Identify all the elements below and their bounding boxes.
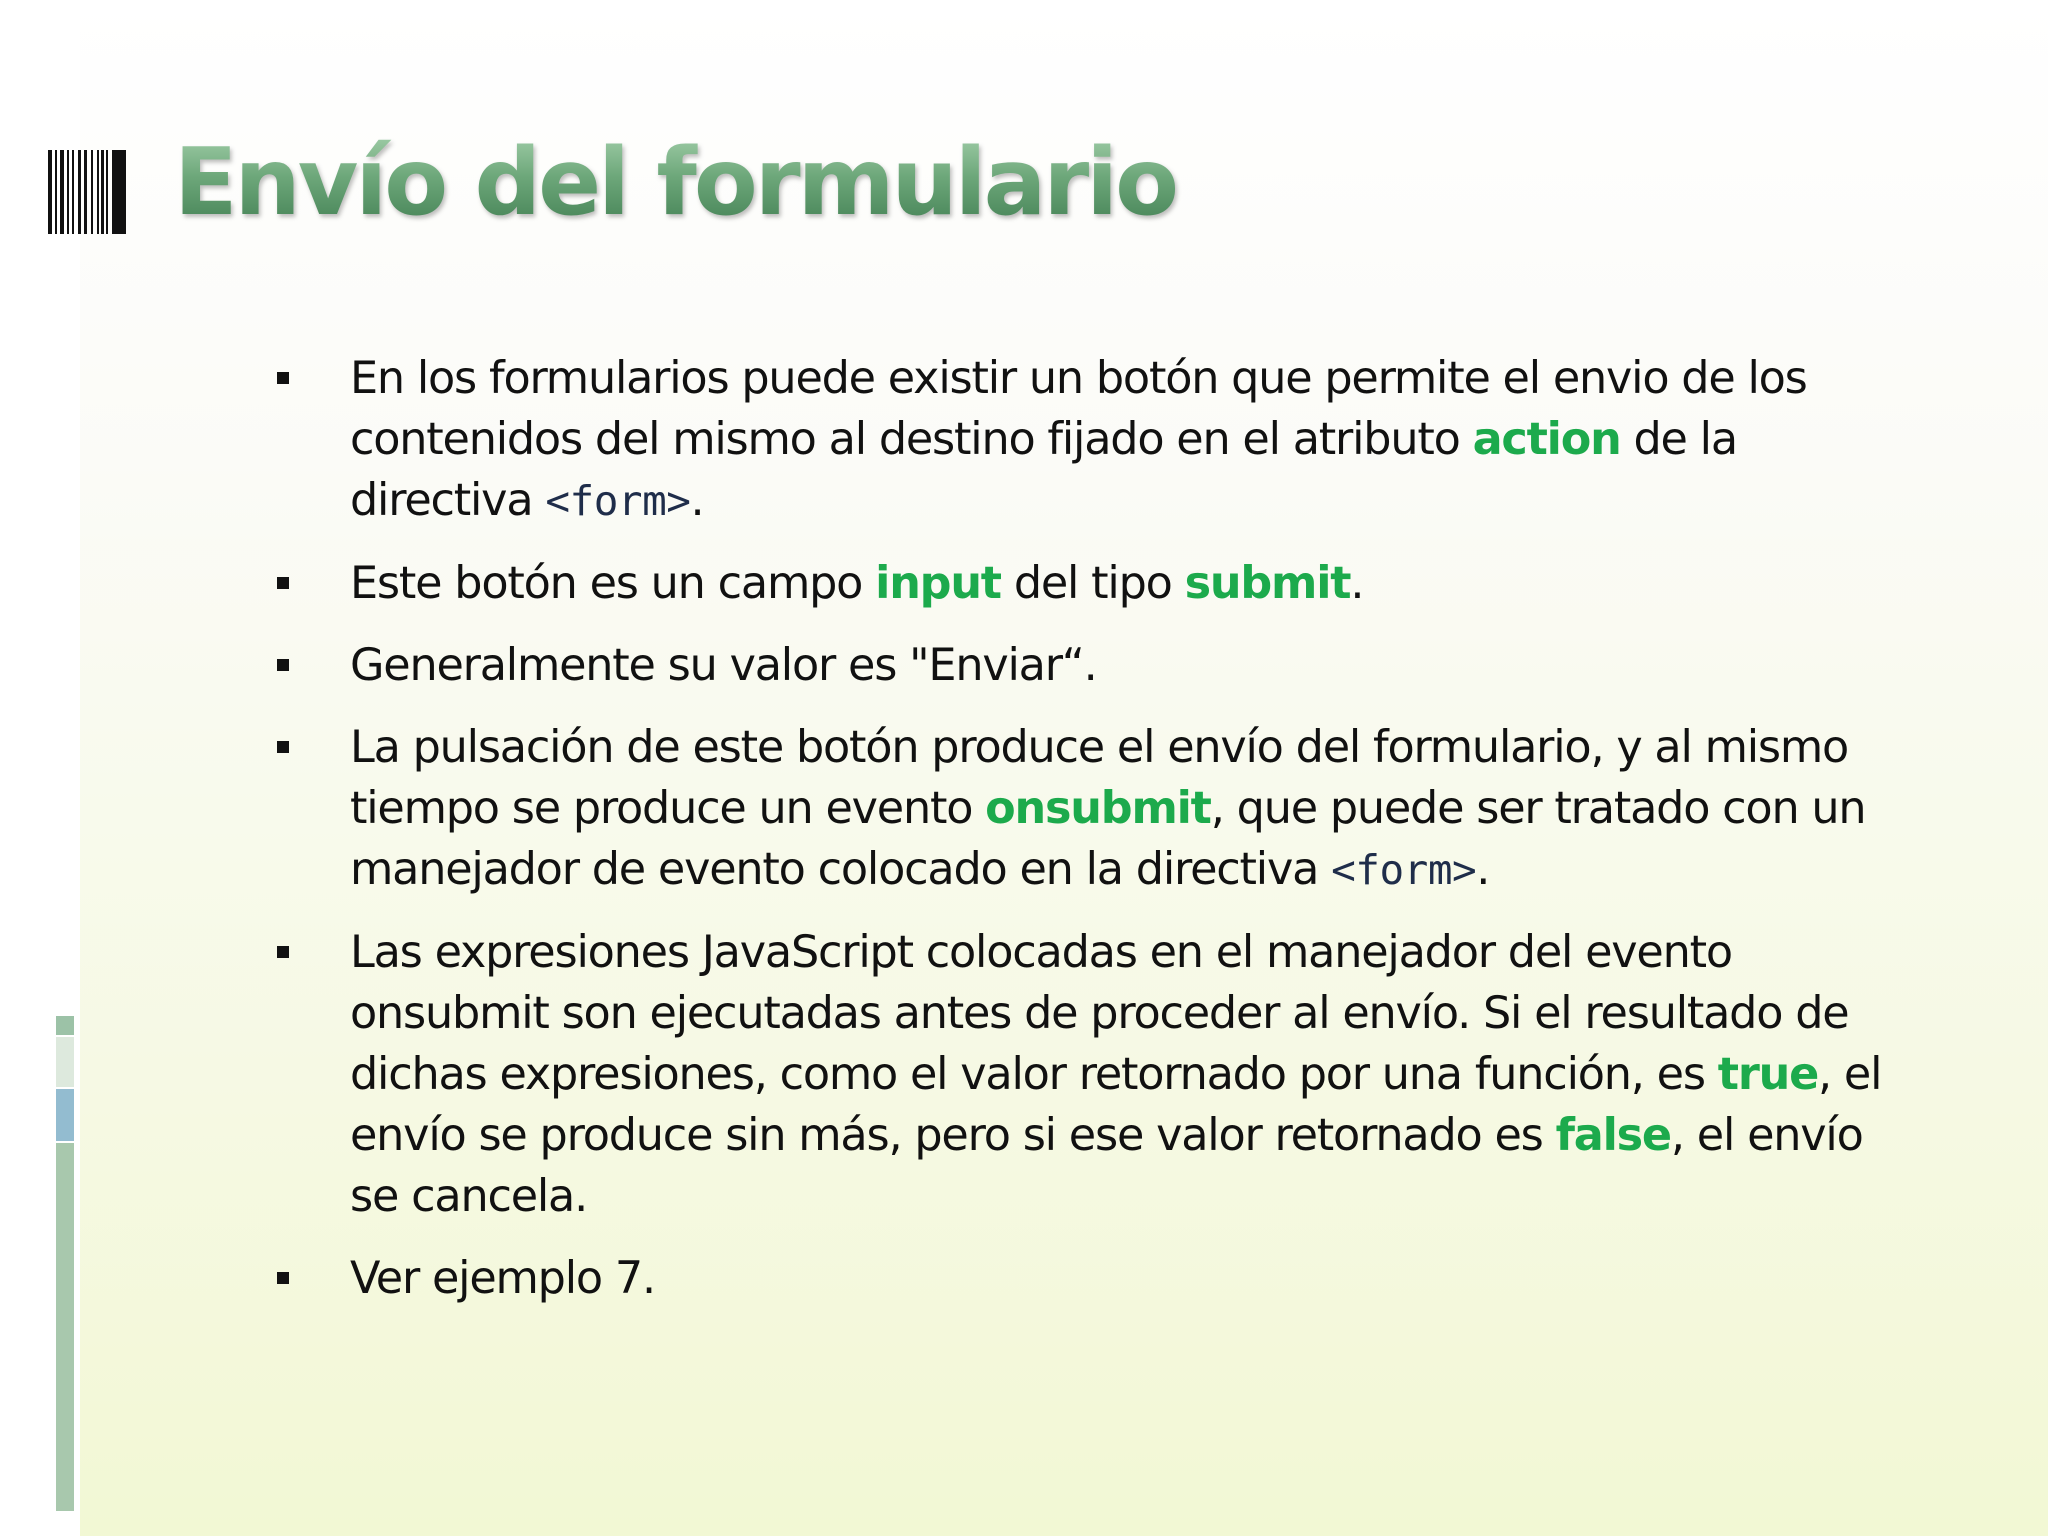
keyword-true: true <box>1717 1049 1819 1100</box>
bullet-item <box>270 922 1900 1227</box>
bullet-text: Generalmente su valor es "Enviar“. <box>350 640 1097 691</box>
code-form-tag: <form> <box>1331 846 1477 894</box>
code-form-tag: <form> <box>545 477 691 525</box>
keyword-input: input <box>875 558 1001 609</box>
bullet-text: , el envío se produce sin más, pero si ese valor retornado es <box>350 1049 1882 1161</box>
bullet-text: de la directiva <box>350 414 1737 526</box>
bullet-square-icon <box>277 372 289 384</box>
keyword-onsubmit: onsubmit <box>985 783 1211 834</box>
bullet-text: En los formularios puede existir un botón que permite el envio de los contenidos del mismo al destino fijado en el atributo <box>350 353 1807 465</box>
bullet-text: . <box>1476 844 1490 895</box>
keyword-false: false <box>1555 1110 1671 1161</box>
bullet-square-icon <box>277 741 289 753</box>
bullet-item <box>270 717 1900 901</box>
bullet-item <box>270 635 1900 696</box>
keyword-action: action <box>1472 414 1621 465</box>
bullet-item <box>270 553 1900 614</box>
bullet-list <box>270 348 1900 1330</box>
bullet-item <box>270 1248 1900 1309</box>
bullet-text: La pulsación de este botón produce el envío del formulario, y al mismo tiempo se produce un evento <box>350 722 1849 834</box>
slide-title: Envío del formulario <box>174 128 1177 236</box>
bullet-square-icon <box>277 577 289 589</box>
bullet-text: . <box>690 475 704 526</box>
side-decoration-bars <box>56 1016 74 1511</box>
keyword-submit: submit <box>1184 558 1351 609</box>
bullet-text: Este botón es un campo <box>350 558 876 609</box>
bullet-text: . <box>1350 558 1364 609</box>
bullet-square-icon <box>277 946 289 958</box>
bullet-text: Las expresiones JavaScript colocadas en el manejador del evento onsubmit son ejecutadas antes de proceder al envío. Si el resultado de dichas expresiones, como el valor retornado por una función, es <box>350 927 1849 1100</box>
bullet-text: del tipo <box>1000 558 1185 609</box>
bullet-square-icon <box>277 1272 289 1284</box>
bullet-square-icon <box>277 659 289 671</box>
bullet-item <box>270 348 1900 532</box>
bullet-text: , el envío se cancela. <box>350 1110 1863 1222</box>
bullet-text: , que puede ser tratado con un manejador de evento colocado en la directiva <box>350 783 1866 895</box>
bullet-text: Ver ejemplo 7. <box>350 1253 655 1304</box>
